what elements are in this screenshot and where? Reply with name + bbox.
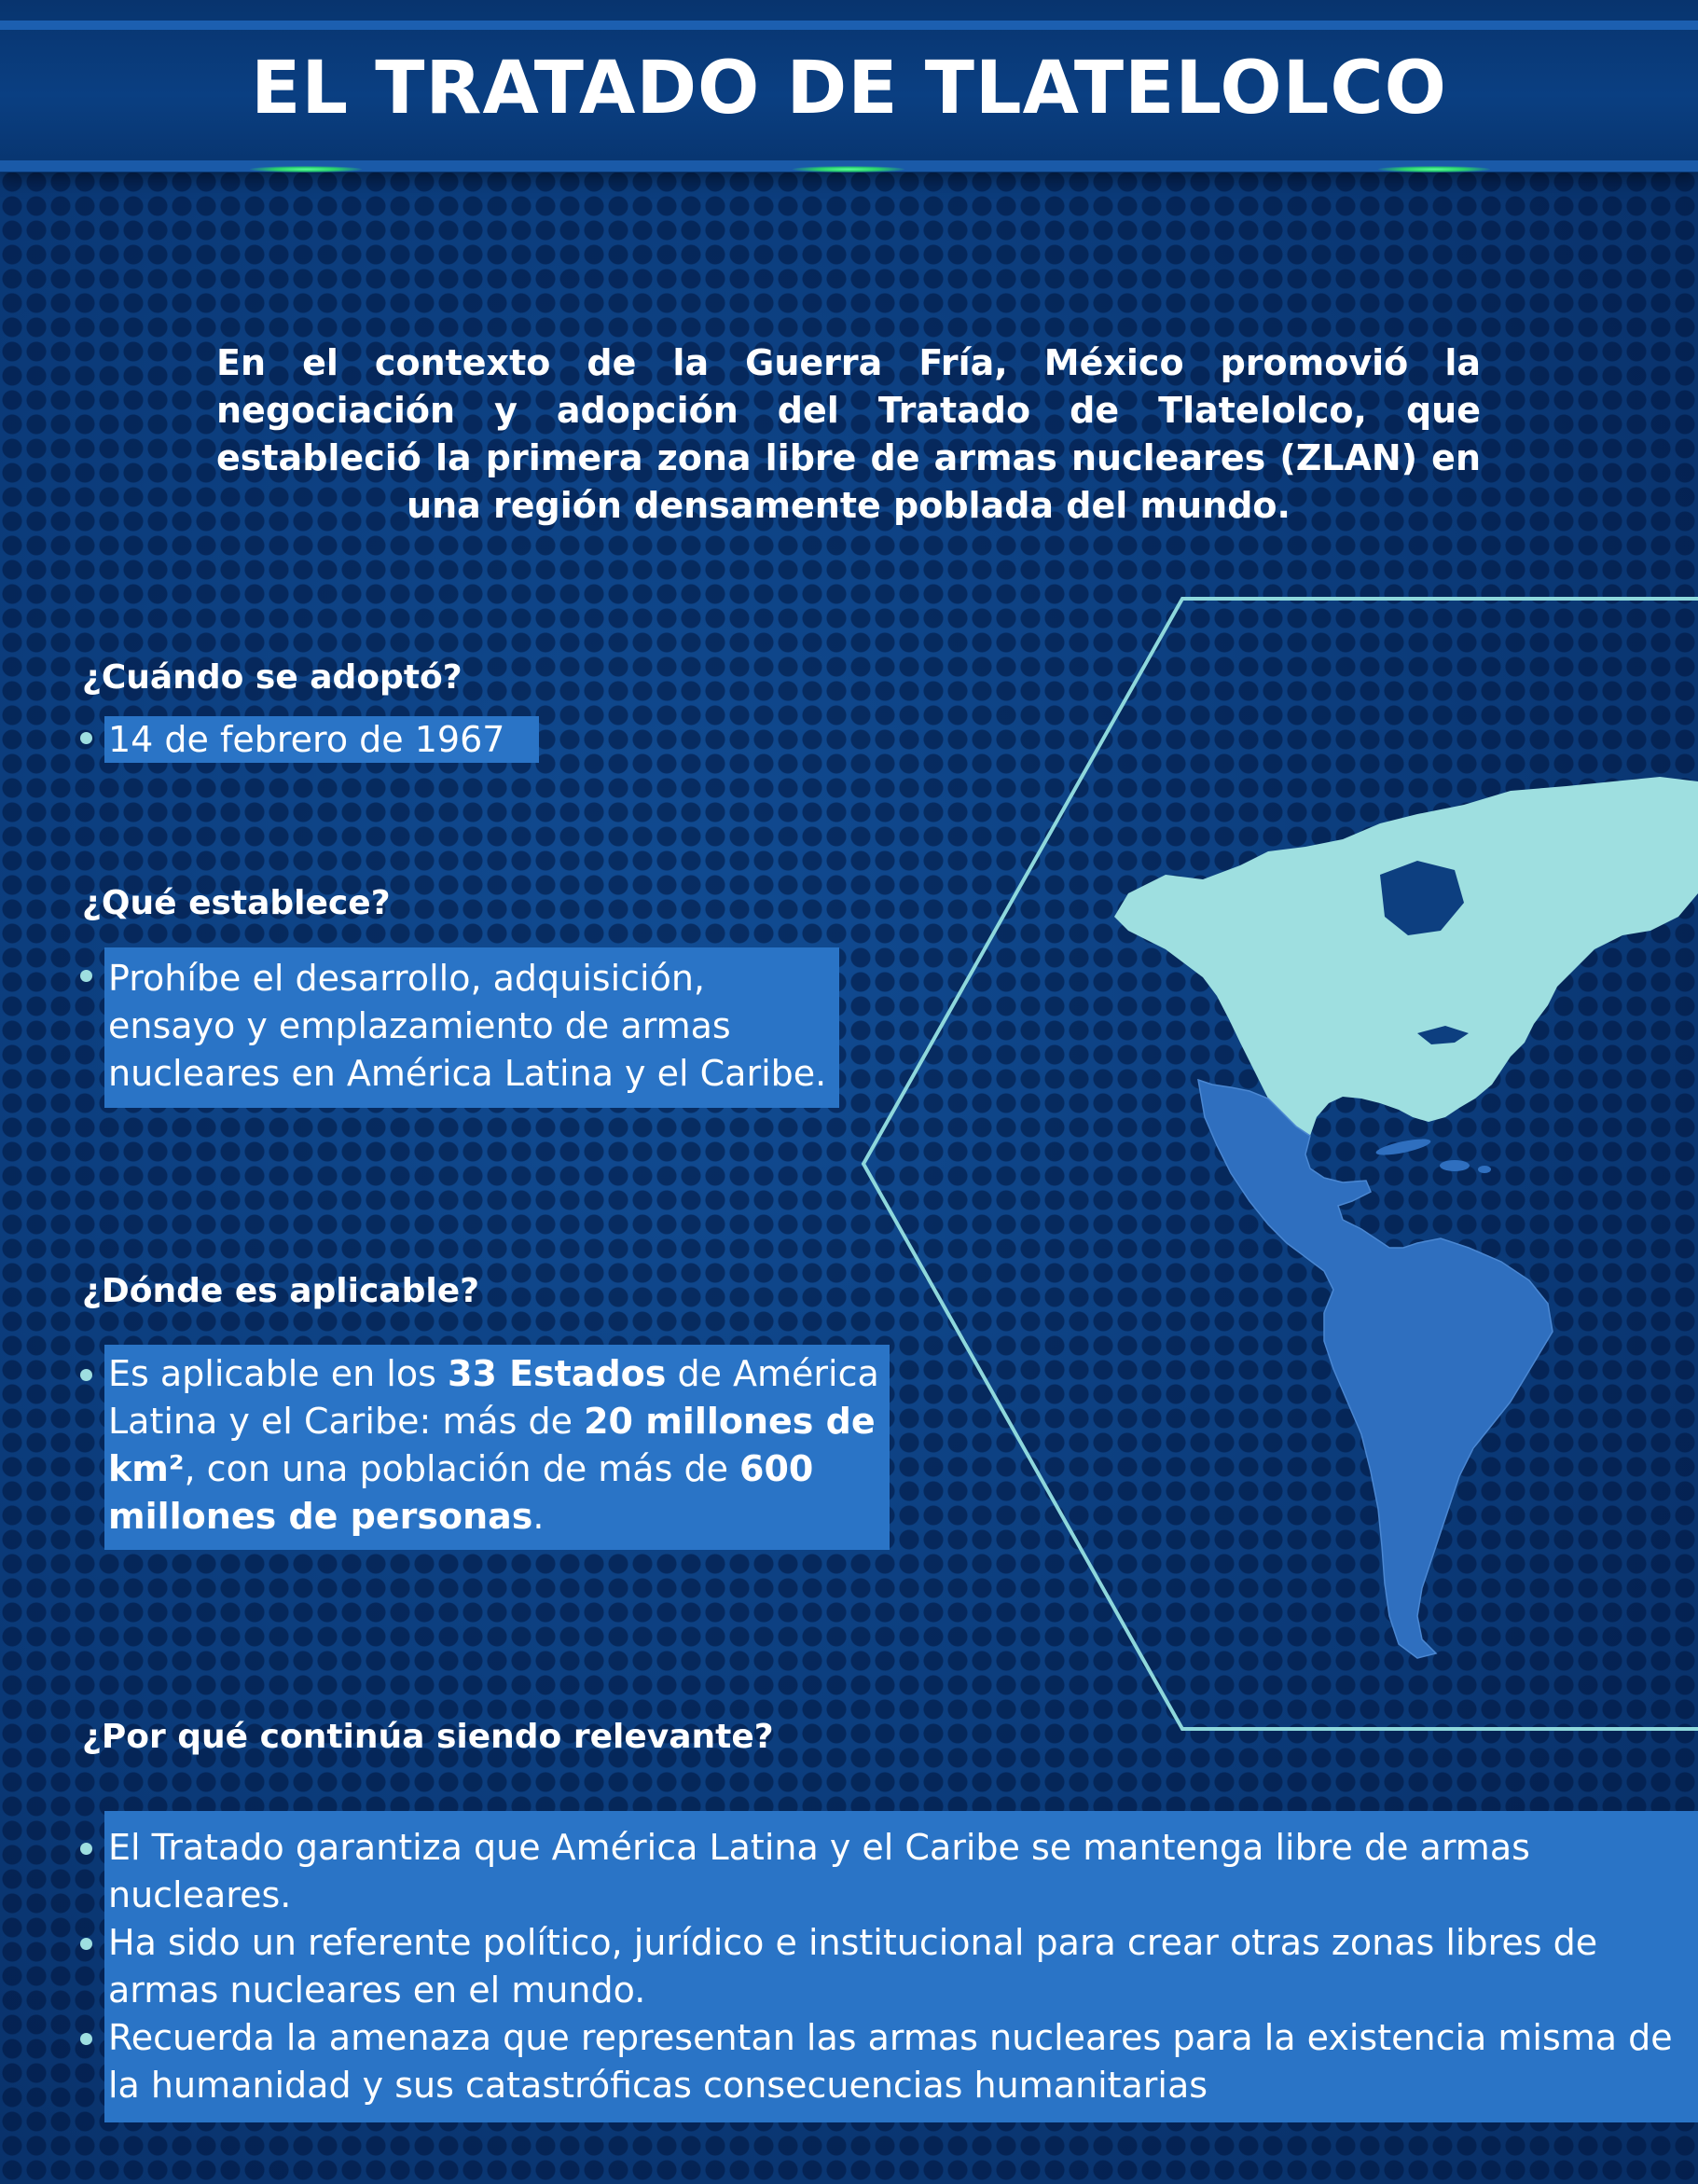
puerto-rico-island (1478, 1166, 1491, 1173)
answer-where-text (104, 1345, 890, 1541)
answer-when-box (104, 716, 539, 763)
green-glow-left (250, 166, 362, 173)
relevance-list (104, 1811, 1698, 2109)
green-glow-center (793, 166, 904, 173)
bullet-dot (80, 1938, 92, 1950)
answer-what-text: Prohíbe el desarrollo, adquisición, ensayo y emplazamiento de armas nucleares en América Latina y el Caribe. (108, 958, 827, 1094)
question-where: ¿Dónde es aplicable? (82, 1272, 480, 1310)
hispaniola-island (1440, 1160, 1470, 1171)
green-glow-right (1378, 166, 1490, 173)
bullet-dot (80, 2033, 92, 2045)
bullet-dot (80, 1369, 92, 1381)
where-text-2: de América Latina y el Caribe: más de (108, 1353, 879, 1442)
header-banner (0, 0, 1698, 173)
bullet-dot (80, 970, 92, 982)
where-text-4: . (532, 1496, 545, 1537)
question-why: ¿Por qué continúa siendo relevante? (82, 1718, 774, 1756)
bullet-dot (80, 1843, 92, 1855)
where-text-1: Es aplicable en los (108, 1353, 448, 1394)
where-text-3: , con una población de más de (184, 1448, 740, 1489)
americas-map-frame (858, 595, 1698, 1733)
question-what: ¿Qué establece? (82, 884, 391, 922)
relevance-item-2: Ha sido un referente político, jurídico e institucional para crear otras zonas libres de armas nucleares en el mundo. (108, 1922, 1598, 2011)
page-title: EL TRATADO DE TLATELOLCO (251, 47, 1447, 131)
bullet-dot (80, 732, 92, 744)
header-top-line (0, 21, 1698, 30)
answer-why-box (104, 1811, 1698, 2122)
relevance-item-1: El Tratado garantiza que América Latina y el Caribe se mantenga libre de armas nucleares. (108, 1827, 1530, 1915)
where-bold-states: 33 Estados (447, 1353, 667, 1394)
where-bold-population: 600 millones de personas (108, 1448, 814, 1537)
relevance-item-3: Recuerda la amenaza que representan las armas nucleares para la existencia misma de la humanidad y sus catastróficas consecuencias humanitarias (108, 2017, 1673, 2106)
latin-america-landmass (1198, 1080, 1553, 1658)
answer-what-box (104, 947, 839, 1108)
intro-paragraph: En el contexto de la Guerra Fría, México promovió la negociación y adopción del Tratado de Tlatelolco, que estableció la primera zona libre de armas nucleares (ZLAN) en una región densamente poblada del mundo. (216, 342, 1481, 526)
where-bold-area: 20 millones de km² (108, 1401, 876, 1489)
answer-where-box (104, 1345, 890, 1550)
question-when: ¿Cuándo se adoptó? (82, 658, 462, 697)
answer-when-text: 14 de febrero de 1967 (108, 719, 505, 760)
cuba-island (1374, 1136, 1431, 1158)
